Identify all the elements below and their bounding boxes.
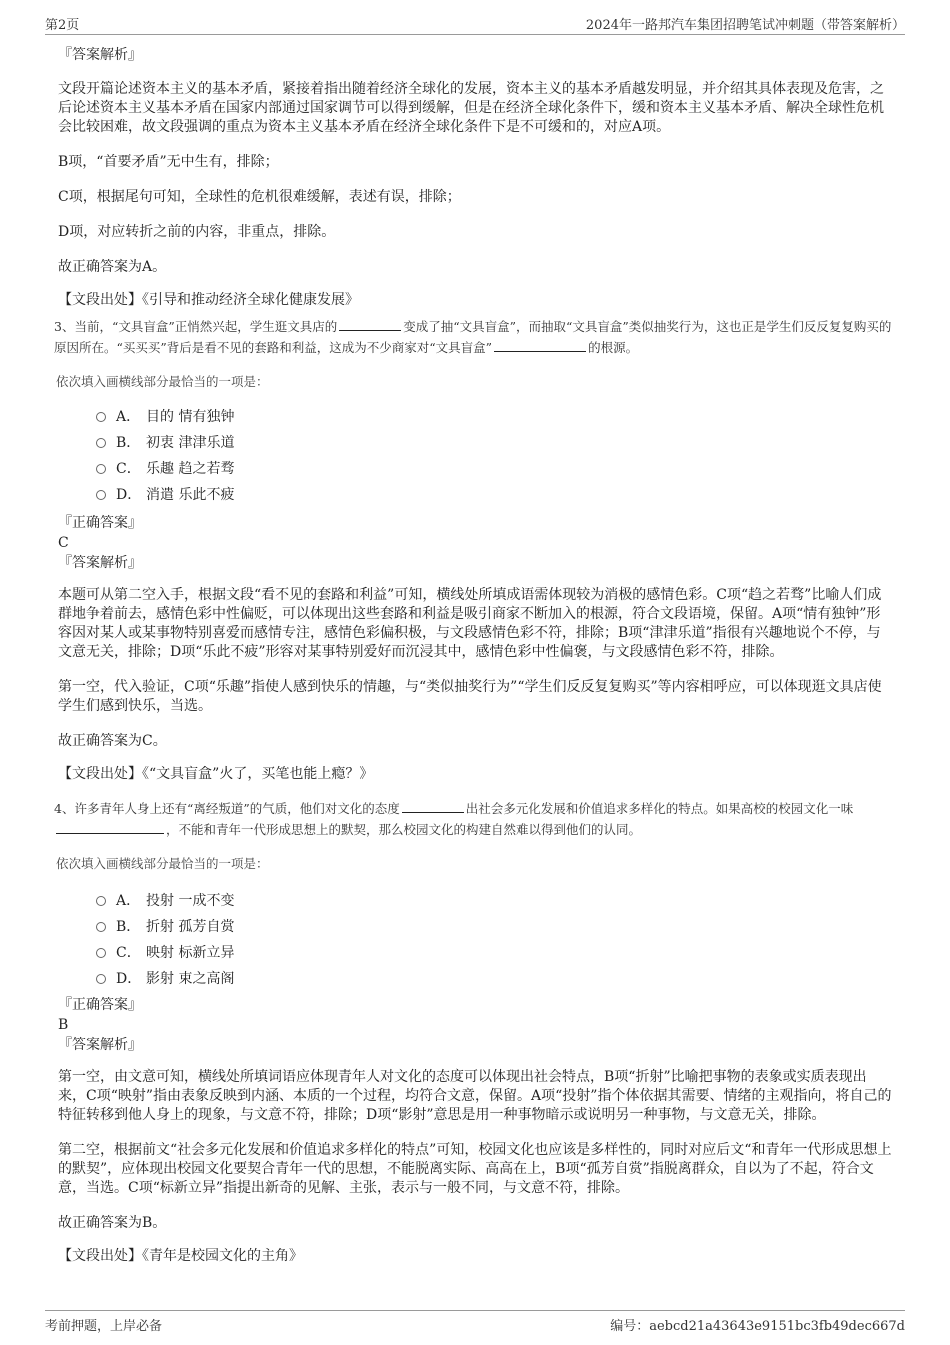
q4-option-c[interactable]: C． 映射 标新立异 [96,940,894,966]
q4-stem-part-2: 出社会多元化发展和价值追求多样化的特点。如果高校的校园文化一味 [465,801,854,816]
document-title: 2024年一路邦汽车集团招聘笔试冲刺题（带答案解析） [585,18,905,33]
q4-answer: B [58,1017,69,1033]
radio-icon[interactable] [96,922,106,932]
q3-option-c[interactable]: C． 乐趣 趋之若骛 [96,456,894,482]
q3-stem-part-1: 3、当前，“文具盲盒”正悄然兴起，学生逛文具店的 [54,319,338,334]
q3-option-b[interactable]: B． 初衷 津津乐道 [96,430,894,456]
q4-stem-part-1: 4、许多青年人身上还有“离经叛道”的气质，他们对文化的态度 [54,801,400,816]
q4-blank-2 [56,821,164,834]
q2-analysis-para-4: D项，对应转折之前的内容，非重点，排除。 [58,224,336,240]
q3-blank-2 [494,339,586,352]
q2-analysis-label: 『答案解析』 [58,47,142,63]
q3-answer: C [58,535,69,551]
q2-answer-statement: 故正确答案为A。 [58,259,167,275]
q3-analysis-para-2: 第一空，代入验证，C项“乐趣”指使人感到快乐的情趣，与“类似抽奖行为”“学生们反反复复购买”等内容相呼应，可以体现逛文具店使学生们感到快乐，当选。 [58,679,882,714]
q4-stem-part-3: ，不能和青年一代形成思想上的默契，那么校园文化的构建自然难以得到他们的认同。 [166,822,642,837]
radio-icon[interactable] [96,896,106,906]
q2-analysis-para-1: 文段开篇论述资本主义的基本矛盾，紧接着指出随着经济全球化的发展，资本主义的基本矛盾越发明显，并介绍其具体表现及危害，之后论述资本主义基本矛盾在国家内部通过国家调节可以得到缓解，但是在经济全球化条件下，缓和资本主义基本矛盾、解决全球性危机会比较困难，故文段强调的重点为资本主义基本矛盾在经济全球化条件下是不可缓和的，对应A项。 [58,81,884,135]
q4-option-a[interactable]: A． 投射 一成不变 [96,888,894,914]
page-content [54,46,894,1266]
q4-blank-1 [402,800,464,813]
q4-option-b[interactable]: B． 折射 孤芳自赏 [96,914,894,940]
q3-option-a[interactable]: A． 目的 情有独钟 [96,404,894,430]
q4-answer-label: 『正确答案』 [58,997,142,1013]
q3-option-d[interactable]: D． 消遣 乐此不疲 [96,482,894,508]
q3-stem-part-2: 变成了抽“文具盲盒”，而抽取“文具盲盒”类似抽奖行为，这也正是学生们反反复复购买的原因所在。“买买买”背后是看不见的套路和利益，这成为不少商家对“文具盲盒” [54,319,892,355]
q4-source: 【文段出处】《青年是校园文化的主角》 [58,1248,303,1264]
q4-answer-statement: 故正确答案为B。 [58,1215,167,1231]
q3-options [96,404,894,508]
q3-instruction: 依次填入画横线部分最恰当的一项是： [56,374,269,389]
footer-slogan: 考前押题，上岸必备 [45,1319,163,1334]
q4-option-d[interactable]: D． 影射 束之高阁 [96,966,894,992]
q3-answer-label: 『正确答案』 [58,515,142,531]
radio-icon[interactable] [96,974,106,984]
page-number: 第2页 [45,18,80,33]
q3-source: 【文段出处】《“文具盲盒”火了，买笔也能上瘾？》 [58,766,374,782]
document-id: 编号：aebcd21a43643e9151bc3fb49dec667d [610,1319,905,1334]
q2-analysis-para-2: B项，“首要矛盾”无中生有，排除； [58,154,279,170]
q3-blank-1 [339,318,401,331]
radio-icon[interactable] [96,490,106,500]
q2-analysis-para-3: C项，根据尾句可知，全球性的危机很难缓解，表述有误，排除； [58,189,461,205]
q4-analysis-para-2: 第二空，根据前文“社会多元化发展和价值追求多样化的特点”可知，校园文化也应该是多样性的，同时对应后文“和青年一代形成思想上的默契”，应体现出校园文化要契合青年一代的思想，不能脱离实际、高高在上，B项“孤芳自赏”指脱离群众，自以为了不起，符合文意，当选。C项“标新立异”指提出新奇的见解、主张，表示与一般不同，与文意不符，排除。 [58,1142,892,1196]
radio-icon[interactable] [96,438,106,448]
q4-options [96,888,894,992]
q3-analysis-label: 『答案解析』 [58,555,142,571]
q4-analysis-para-1: 第一空，由文意可知，横线处所填词语应体现青年人对文化的态度可以体现出社会特点，B项“折射”比喻把事物的表象或实质表现出来，C项“映射”指由表象反映到内涵、本质的一个过程，均符合文意，保留。A项“投射”指个体依据其需要、情绪的主观指向，将自己的特征转移到他人身上的现象，与文意不符，排除；D项“影射”意思是用一种事物暗示或说明另一种事物，与文意无关，排除。 [58,1069,892,1123]
q4-stem [54,798,894,840]
radio-icon[interactable] [96,948,106,958]
q3-analysis-para-1: 本题可从第二空入手，根据文段“看不见的套路和利益”可知，横线处所填成语需体现较为消极的感情色彩。C项“趋之若骛”比喻人们成群地争着前去，感情色彩中性偏贬，可以体现出这些套路和利益是吸引商家不断加入的根源，符合文段语境，保留。A项“情有独钟”形容因对某人或某事物特别喜爱而感情专注，感情色彩偏积极，与文段感情色彩不符，排除；B项“津津乐道”指很有兴趣地说个不停，与文意无关，排除；D项“乐此不疲”形容对某事特别爱好而沉浸其中，感情色彩中性偏褒，与文段感情色彩不符，排除。 [58,587,882,660]
radio-icon[interactable] [96,412,106,422]
page-header [45,14,905,35]
q3-stem [54,316,894,358]
page-footer [45,1310,905,1333]
q3-answer-statement: 故正确答案为C。 [58,733,167,749]
q4-analysis-label: 『答案解析』 [58,1037,142,1053]
q4-instruction: 依次填入画横线部分最恰当的一项是： [56,856,269,871]
q2-source: 【文段出处】《引导和推动经济全球化健康发展》 [58,292,359,308]
radio-icon[interactable] [96,464,106,474]
q3-stem-part-3: 的根源。 [588,340,639,355]
